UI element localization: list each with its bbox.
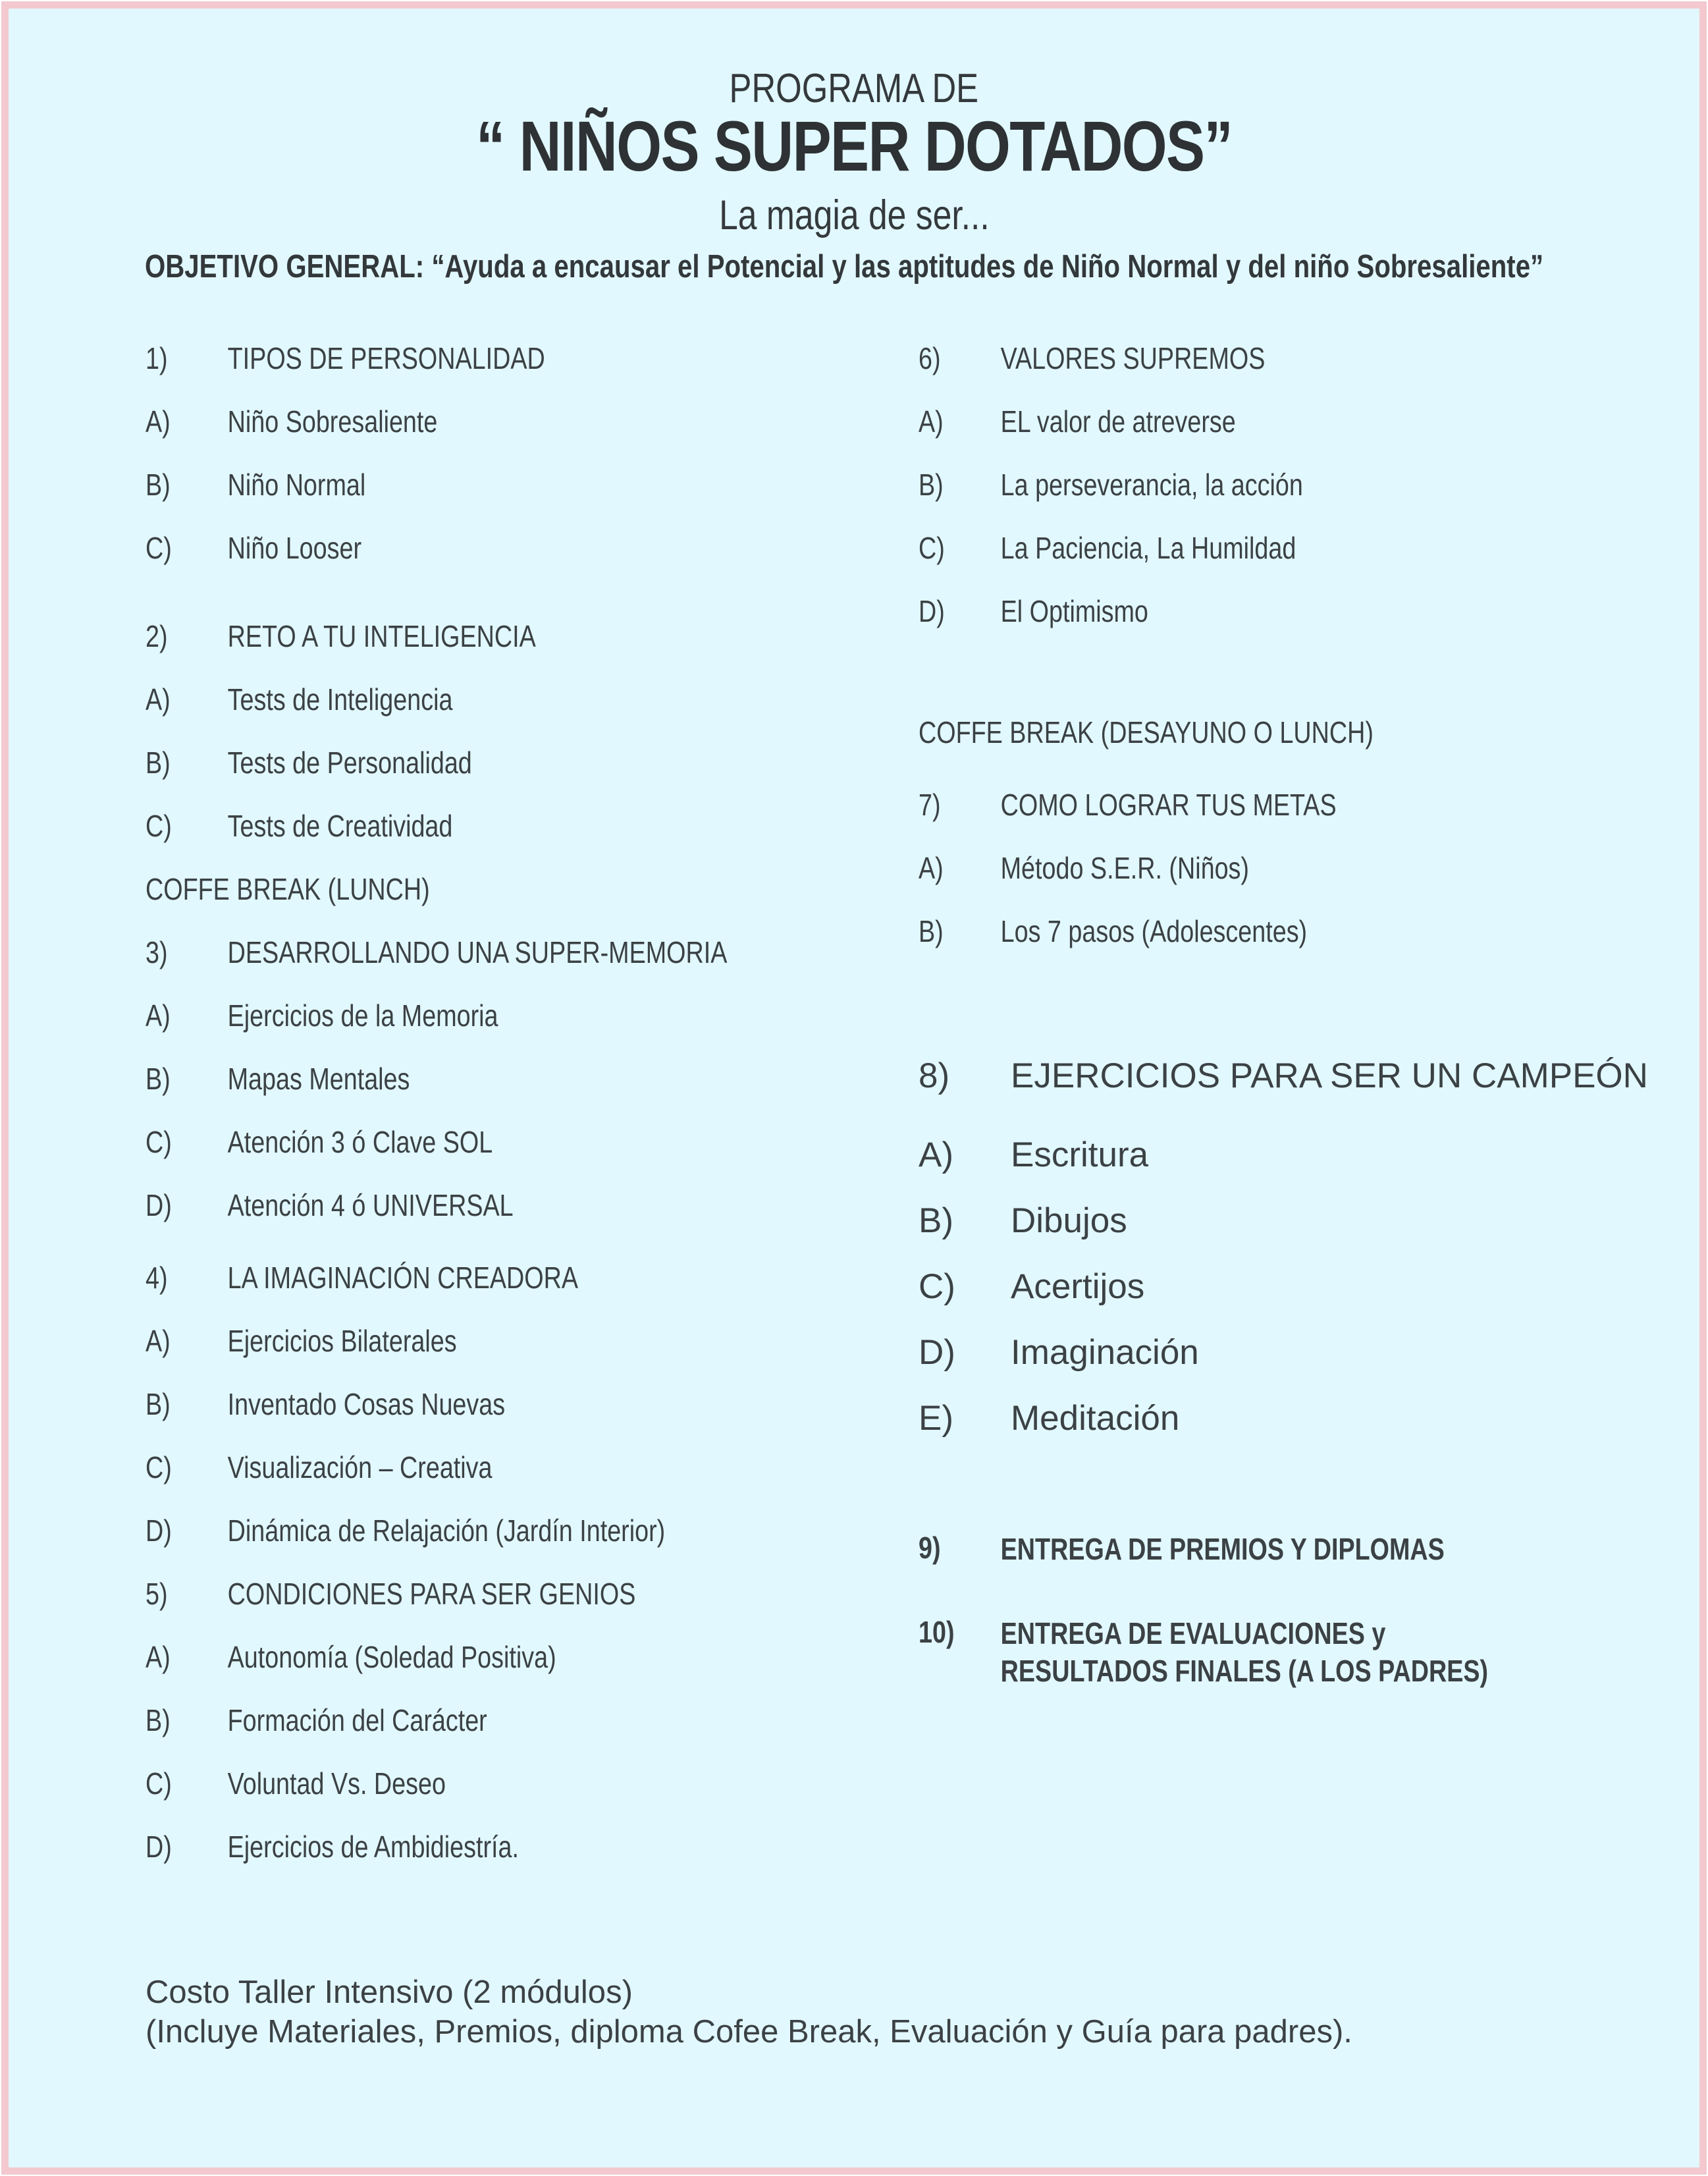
- objective-text: OBJETIVO GENERAL: “Ayuda a encausar el Potencial y las aptitudes de Niño Normal y del niño Sobresaliente”: [145, 249, 1544, 285]
- list-item: A) Autonomía (Soledad Positiva): [146, 1640, 556, 1674]
- section-header-10: 10) ENTREGA DE EVALUACIONES y RESULTADOS FINALES (A LOS PADRES): [919, 1615, 1539, 1690]
- page-title: [9, 105, 1699, 187]
- kicker-text: PROGRAMA DE: [729, 66, 979, 111]
- section-header-8: 8) EJERCICIOS PARA SER UN CAMPEÓN: [919, 1056, 1648, 1095]
- section-header-1: 1) TIPOS DE PERSONALIDAD: [146, 341, 545, 375]
- cost-note: [146, 1972, 1352, 2052]
- section-header-4: 4) LA IMAGINACIÓN CREADORA: [146, 1261, 579, 1295]
- section-header-2: 2) RETO A TU INTELIGENCIA: [146, 619, 536, 653]
- list-item: D) El Optimismo: [919, 594, 1148, 628]
- title-text: “ NIÑOS SUPER DOTADOS”: [475, 106, 1233, 186]
- list-item: A) Ejercicios Bilaterales: [146, 1324, 457, 1358]
- list-item: C) Visualización – Creativa: [146, 1450, 493, 1484]
- list-item: B) Tests de Personalidad: [146, 746, 472, 780]
- section-header-7: 7) COMO LOGRAR TUS METAS: [919, 788, 1337, 822]
- list-item: A) Ejercicios de la Memoria: [146, 998, 498, 1033]
- list-item: C) Voluntad Vs. Deseo: [146, 1766, 446, 1801]
- list-item: C) Tests de Creatividad: [146, 809, 453, 843]
- list-item: D) Atención 4 ó UNIVERSAL: [146, 1188, 514, 1222]
- list-item: B) Los 7 pasos (Adolescentes): [919, 914, 1308, 948]
- list-item: D) Ejercicios de Ambidiestría.: [146, 1830, 519, 1864]
- list-item: D) Dinámica de Relajación (Jardín Interior): [146, 1513, 666, 1548]
- list-item: A) EL valor de atreverse: [919, 404, 1236, 439]
- general-objective: [145, 248, 1708, 285]
- page-subtitle: [9, 192, 1699, 239]
- list-item: A) Escritura: [919, 1135, 1149, 1174]
- list-item: B) Mapas Mentales: [146, 1062, 410, 1096]
- coffee-break-note: COFFE BREAK (LUNCH): [146, 872, 430, 906]
- list-item: C) Atención 3 ó Clave SOL: [146, 1125, 493, 1159]
- list-item: B) Formación del Carácter: [146, 1703, 487, 1737]
- line-2: RESULTADOS FINALES (A LOS PADRES): [1000, 1654, 1489, 1688]
- line-1: ENTREGA DE EVALUACIONES y: [1000, 1616, 1386, 1650]
- list-item: A) Método S.E.R. (Niños): [919, 851, 1249, 885]
- section-header-9: 9) ENTREGA DE PREMIOS Y DIPLOMAS: [919, 1531, 1445, 1566]
- list-item: A) Niño Sobresaliente: [146, 404, 438, 439]
- cost-line-2: (Incluye Materiales, Premios, diploma Cofee Break, Evaluación y Guía para padres).: [146, 2014, 1352, 2050]
- list-item: B) Niño Normal: [146, 468, 366, 502]
- list-item: D) Imaginación: [919, 1333, 1199, 1372]
- list-item: B) La perseverancia, la acción: [919, 468, 1303, 502]
- list-item: A) Tests de Inteligencia: [146, 682, 453, 717]
- section-header-3: 3) DESARROLLANDO UNA SUPER-MEMORIA: [146, 935, 728, 969]
- left-column: [146, 341, 903, 1893]
- list-item: C) Acertijos: [919, 1267, 1145, 1306]
- subtitle-text: La magia de ser...: [718, 192, 990, 238]
- section-header-5: 5) CONDICIONES PARA SER GENIOS: [146, 1577, 636, 1611]
- section-header-6: 6) VALORES SUPREMOS: [919, 341, 1266, 375]
- coffee-break-note: COFFE BREAK (DESAYUNO O LUNCH): [919, 715, 1374, 749]
- list-item: C) La Paciencia, La Humildad: [919, 531, 1296, 565]
- list-item: B) Dibujos: [919, 1201, 1127, 1240]
- page-frame: [1, 1, 1707, 2175]
- list-item: C) Niño Looser: [146, 531, 362, 565]
- cost-line-1: Costo Taller Intensivo (2 módulos): [146, 1974, 633, 2010]
- right-column: [919, 341, 1676, 1690]
- list-item: B) Inventado Cosas Nuevas: [146, 1387, 506, 1421]
- list-item: E) Meditación: [919, 1399, 1180, 1438]
